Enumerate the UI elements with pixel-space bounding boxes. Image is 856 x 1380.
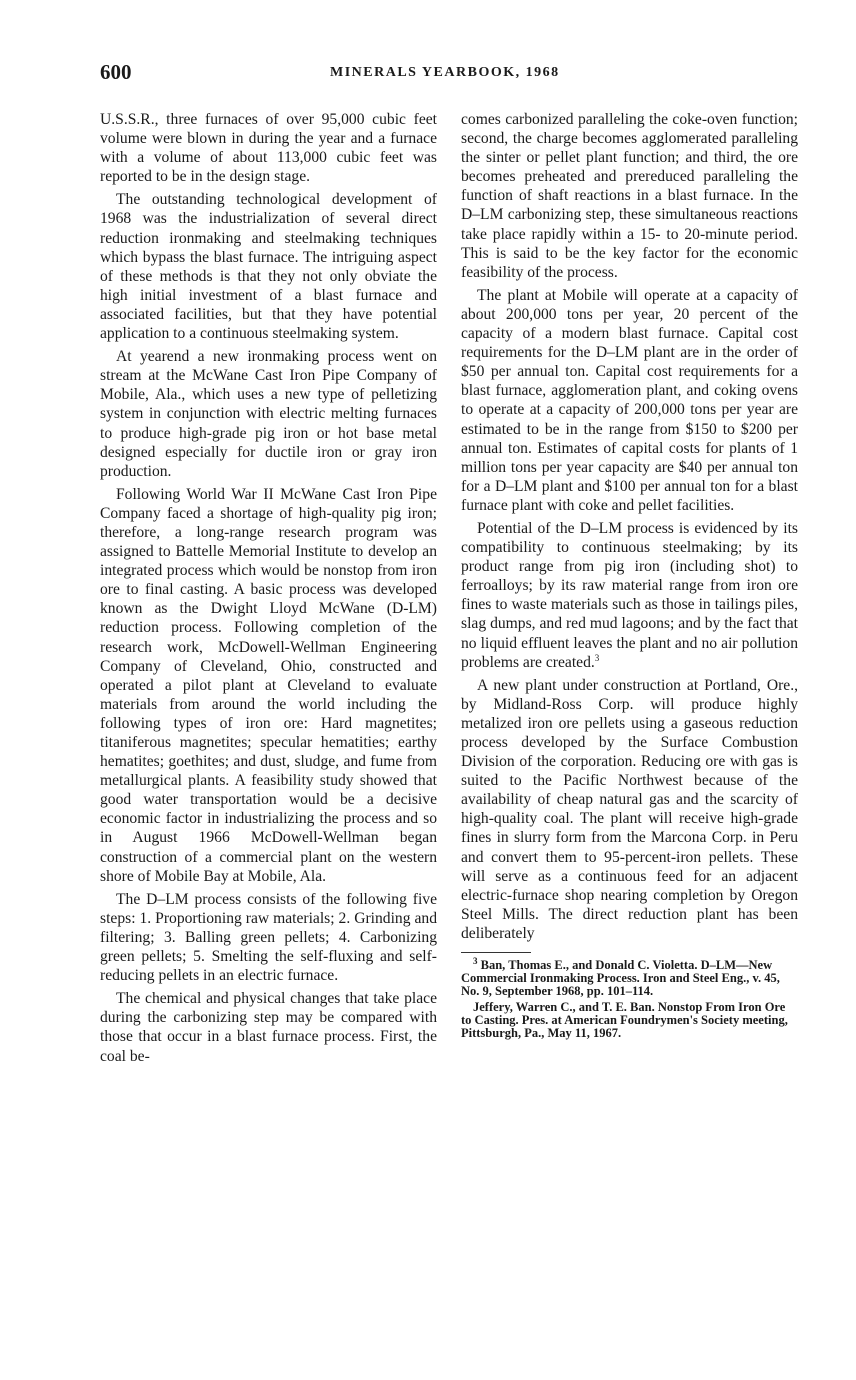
footnote: Jeffery, Warren C., and T. E. Ban. Nonstop From Iron Ore to Casting. Pres. at American Foundrymen's Society meeting, Pittsburgh, Pa., May 11, 1967. (461, 999, 788, 1041)
footnote-marker: 3 (473, 955, 478, 966)
paragraph: A new plant under construction at Portland, Ore., by Midland-Ross Corp. will produce highly metalized iron ore pellets using a gaseous reduction process developed by the Surface Combustion Division of the corporation. Reducing ore with gas is suited to the Pacific Northwest because of the availability of cheap natural gas and the scarcity of high-quality coal. The plant will receive high-grade fines in slurry form from the Marcona Corp. in Peru and convert them to 95-percent-iron pellets. These will serve as a continuous feed for an adjacent electric-furnace shop nearing completion by Oregon Steel Mills. The direct reduction plant has been deliberately (461, 676, 798, 942)
paragraph: The outstanding technological development of 1968 was the industrialization of several direct reduction ironmaking and steelmaking techniques which bypass the blast furnace. The intriguing aspect of these methods is that they not only obviate the high initial investment of a blast furnace and associated facilities, but that they have potential application to a continuous steelmaking system. (100, 191, 437, 343)
paragraph: At yearend a new ironmaking process went on stream at the McWane Cast Iron Pipe Company of Mobile, Ala., which uses a new type of pelletizing system in conjunction with electric melting furnaces to produce high-grade pig iron or hot base metal designed especially for ductile iron or gray iron production. (100, 348, 437, 480)
page-number: 600 (100, 60, 132, 84)
footnote-reference: 3 (594, 652, 600, 663)
paragraph: The chemical and physical changes that take place during the carbonizing step may be compared with those that occur in a blast furnace process. First, the coal be- (100, 990, 437, 1065)
paragraph: The plant at Mobile will operate at a capacity of about 200,000 tons per year, 20 percent of the capacity of a modern blast furnace. Capital cost requirements for the D–LM plant are in the order of $50 per annual ton. Capital cost requirements for a blast furnace, agglomeration plant, and coking ovens to operate at a capacity of 200,000 tons per year are estimated to be in the range from $150 to $200 per annual ton. Estimates of capital costs for plants of 1 million tons per year capacity are $40 per annual ton for a D–LM plant and $100 per annual ton for a blast furnace plant with coke and pellet facilities. (461, 286, 798, 514)
paragraph: U.S.S.R., three furnaces of over 95,000 cubic feet volume were blown in during the year and a furnace with a volume of about 113,000 cubic feet was reported to be in the design stage. (100, 111, 437, 186)
footnote (461, 955, 798, 999)
paragraph-text: Potential of the D–LM process is evidenced by its compatibility to continuous steelmaking; by its product range from pig iron (including shot) to ferroalloys; by its raw material range from iron ore fines to waste materials such as those in tailings piles, slag dumps, and red mud lagoons; and by the fact that no liquid effluent leaves the plant and no air pollution problems are created. (461, 519, 798, 671)
footnote-text: Ban, Thomas E., and Donald C. Violetta. D–LM—New Commercial Ironmaking Process. Iron and Steel Eng., v. 45, No. 9, September 1968, pp. 101–114. (461, 958, 780, 999)
paragraph: comes carbonized paralleling the coke-oven function; second, the charge becomes agglomerated paralleling the sinter or pellet plant function; and third, the ore becomes preheated and prereduced paralleling the function of shaft reactions in a blast furnace. In the D–LM carbonizing step, these simultaneous reactions take place rapidly within a 15- to 20-minute period. This is said to be the key factor for the economic feasibility of the process. (461, 111, 798, 281)
running-head: MINERALS YEARBOOK, 1968 (330, 65, 560, 80)
left-column (100, 110, 437, 1066)
paragraph (461, 519, 798, 672)
footnote-divider (461, 952, 531, 953)
right-column (461, 110, 798, 1040)
paragraph: The D–LM process consists of the following five steps: 1. Proportioning raw materials; 2. Grinding and filtering; 3. Balling green pellets; 4. Carbonizing green pellets; 5. Smelting the self-fluxing and self-reducing pellets in an electric furnace. (100, 890, 437, 985)
paragraph: Following World War II McWane Cast Iron Pipe Company faced a shortage of high-quality pig iron; therefore, a long-range research program was assigned to Battelle Memorial Institute to develop an integrated process which would be nonstop from iron ore to final casting. A basic process was developed known as the Dwight Lloyd McWane (D-LM) reduction process. Following completion of the research work, McDowell-Wellman Engineering Company of Cleveland, Ohio, constructed and operated a pilot plant at Cleveland to evaluate materials from around the world including the following types of iron ore: Hard magnetites; titaniferous magnetites; specular hematities; earthy hematites; goethites; and dust, sludge, and fume from metallurgical plants. A feasibility study showed that good water transportation would be a decisive economic factor in industrializing the process and so in August 1966 McDowell-Wellman began construction of a commercial plant on the western shore of Mobile Bay at Mobile, Ala. (100, 485, 437, 885)
